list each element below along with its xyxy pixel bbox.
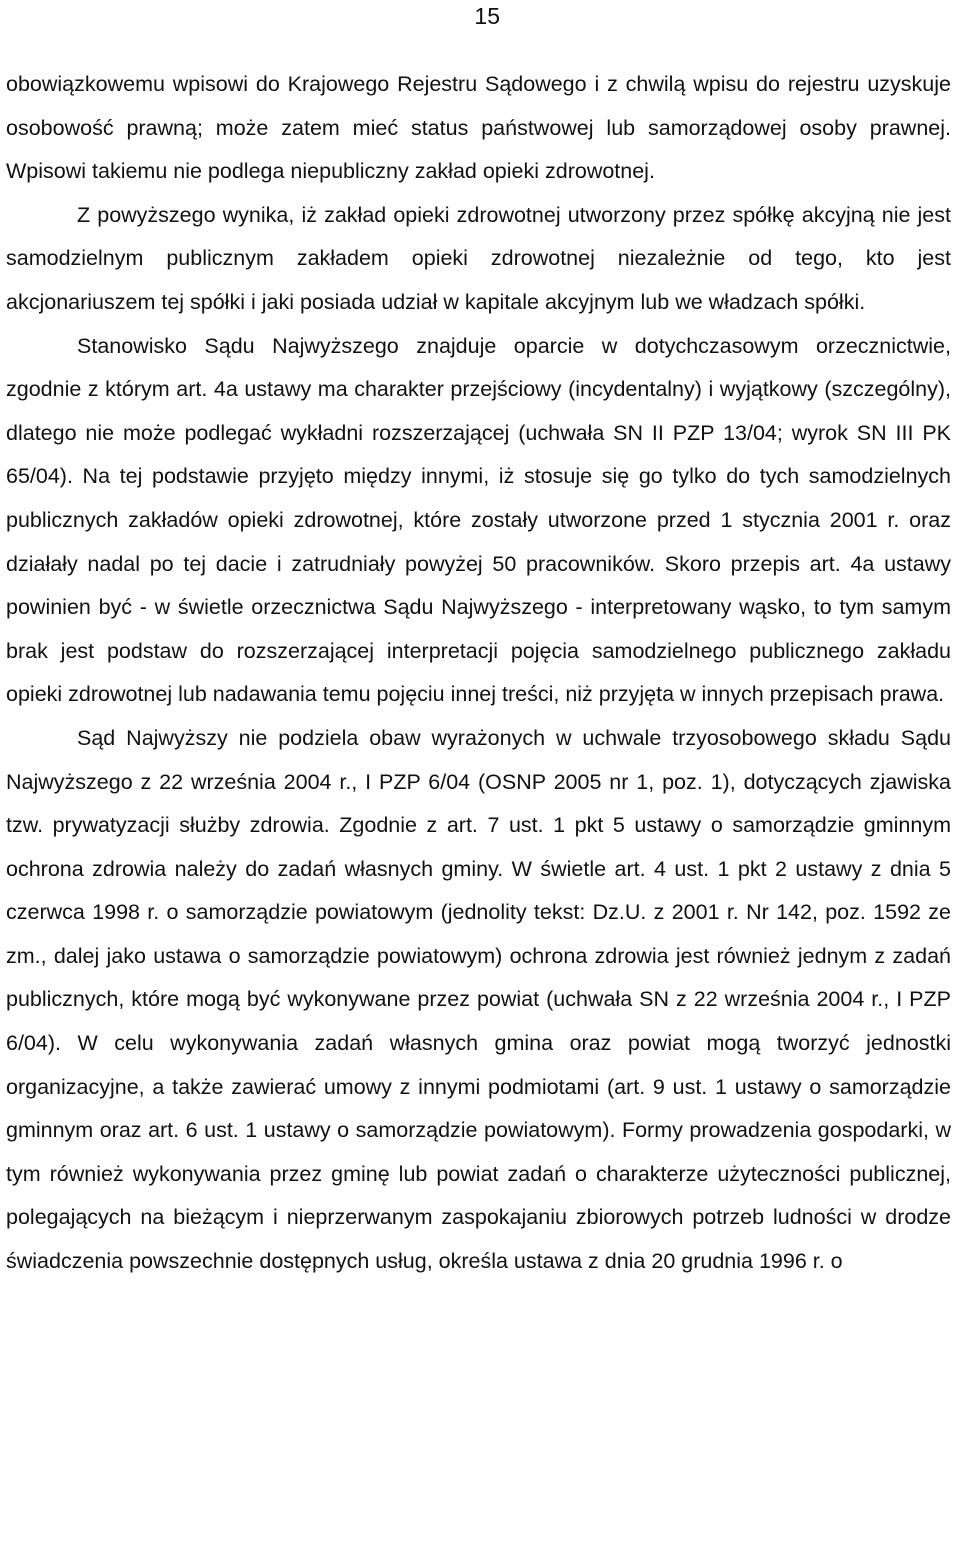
- paragraph: Sąd Najwyższy nie podziela obaw wyrażonych w uchwale trzyosobowego składu Sądu Najwyższego z 22 września 2004 r., I PZP 6/04 (OSNP 2005 nr 1, poz. 1), dotyczących zjawiska tzw. prywatyzacji służby zdrowia. Zgodnie z art. 7 ust. 1 pkt 5 ustawy o samorządzie gminnym ochrona zdrowia należy do zadań własnych gminy. W świetle art. 4 ust. 1 pkt 2 ustawy z dnia 5 czerwca 1998 r. o samorządzie powiatowym (jednolity tekst: Dz.U. z 2001 r. Nr 142, poz. 1592 ze zm., dalej jako ustawa o samorządzie powiatowym) ochrona zdrowia jest również jednym z zadań publicznych, które mogą być wykonywane przez powiat (uchwała SN z 22 września 2004 r., I PZP 6/04). W celu wykonywania zadań własnych gmina oraz powiat mogą tworzyć jednostki organizacyjne, a także zawierać umowy z innymi podmiotami (art. 9 ust. 1 ustawy o samorządzie gminnym oraz art. 6 ust. 1 ustawy o samorządzie powiatowym). Formy prowadzenia gospodarki, w tym również wykonywania przez gminę lub powiat zadań o charakterze użyteczności publicznej, polegających na bieżącym i nieprzerwanym zaspokajaniu zbiorowych potrzeb ludności w drodze świadczenia powszechnie dostępnych usług, określa ustawa z dnia 20 grudnia 1996 r. o: [6, 725, 951, 1274]
- page-number: 15: [474, 3, 500, 29]
- paragraph: Z powyższego wynika, iż zakład opieki zdrowotnej utworzony przez spółkę akcyjną nie jest samodzielnym publicznym zakładem opieki zdrowotnej niezależnie od tego, kto jest akcjonariuszem tej spółki i jaki posiada udział w kapitale akcyjnym lub we władzach spółki.: [6, 202, 951, 314]
- document-body: [6, 63, 951, 1284]
- paragraph-continuation: obowiązkowemu wpisowi do Krajowego Rejestru Sądowego i z chwilą wpisu do rejestru uzyskuje osobowość prawną; może zatem mieć status państwowej lub samorządowej osoby prawnej. Wpisowi takiemu nie podlega niepubliczny zakład opieki zdrowotnej.: [6, 72, 951, 184]
- paragraph: Stanowisko Sądu Najwyższego znajduje oparcie w dotychczasowym orzecznictwie, zgodnie z którym art. 4a ustawy ma charakter przejściowy (incydentalny) i wyjątkowy (szczególny), dlatego nie może podlegać wykładni rozszerzającej (uchwała SN II PZP 13/04; wyrok SN III PK 65/04). Na tej podstawie przyjęto między innymi, iż stosuje się go tylko do tych samodzielnych publicznych zakładów opieki zdrowotnej, które zostały utworzone przed 1 stycznia 2001 r. oraz działały nadal po tej dacie i zatrudniały powyżej 50 pracowników. Skoro przepis art. 4a ustawy powinien być - w świetle orzecznictwa Sądu Najwyższego - interpretowany wąsko, to tym samym brak jest podstaw do rozszerzającej interpretacji pojęcia samodzielnego publicznego zakładu opieki zdrowotnej lub nadawania temu pojęciu innej treści, niż przyjęta w innych przepisach prawa.: [6, 333, 951, 707]
